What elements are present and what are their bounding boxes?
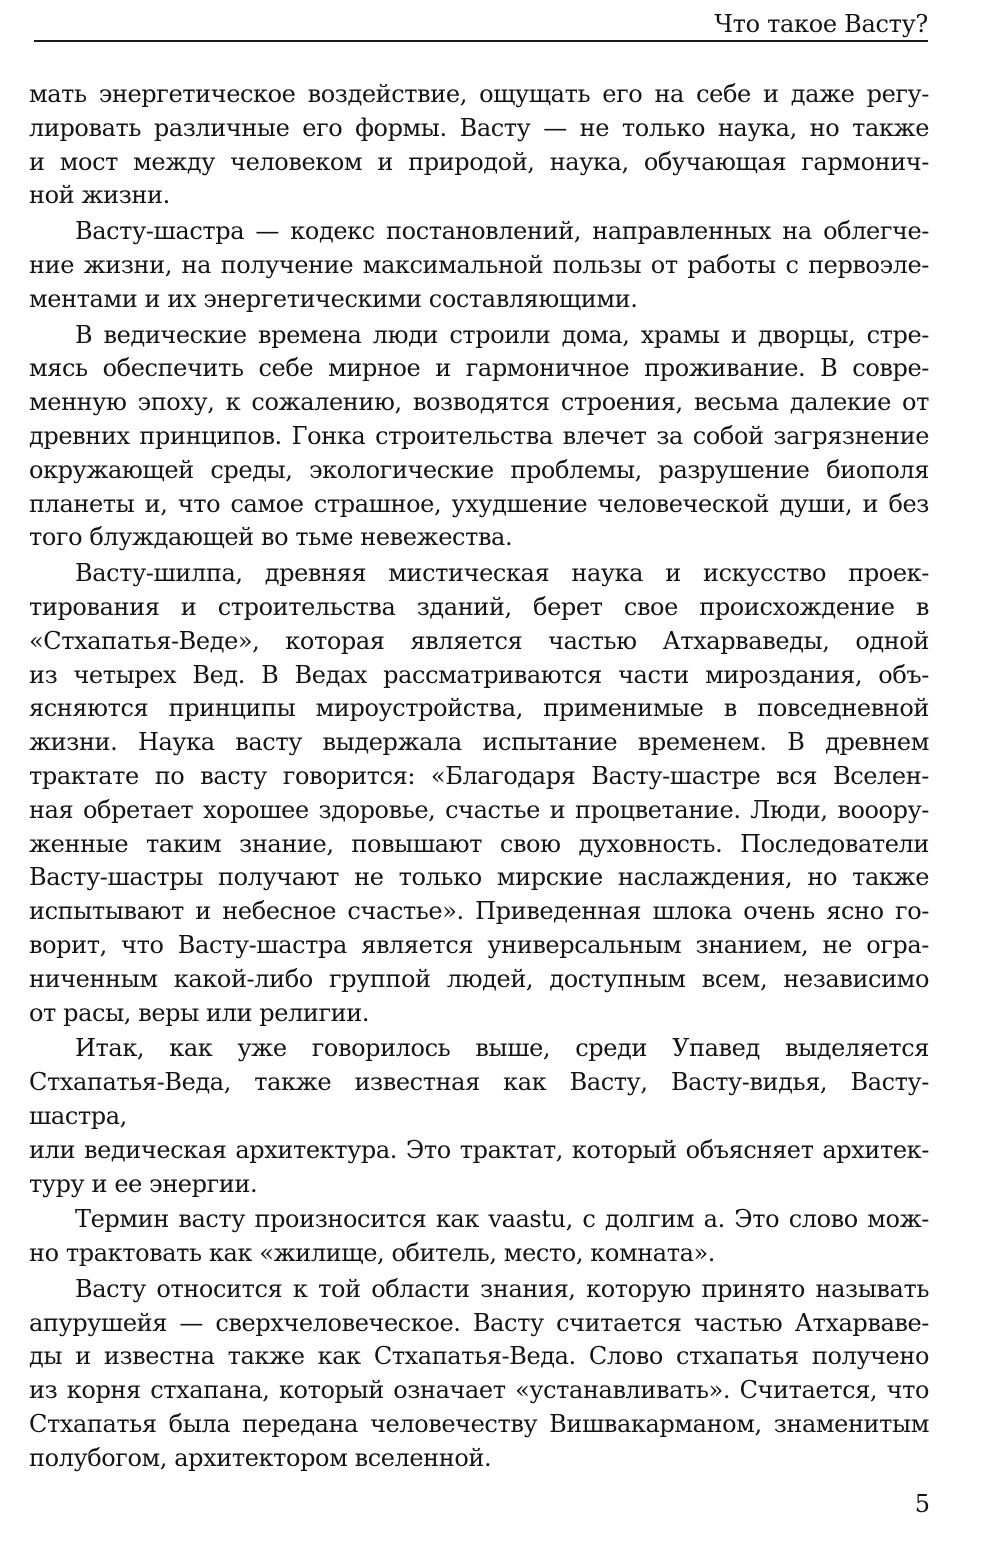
text-line: полубогом, архитектором вселенной. [29, 1443, 492, 1472]
text-line: Васту относится к той области знания, которую принято называть [75, 1274, 929, 1303]
text-line: окружающей среды, экологические проблемы, разрушение биополя [29, 455, 929, 484]
text-line: Стхапатья-Веда, также известная как Васту, Васту-видья, Васту-шастра, [29, 1068, 929, 1130]
text-line: мясь обеспечить себе мирное и гармоничное проживание. В совре- [29, 354, 929, 383]
page-body [29, 78, 929, 1476]
text-line: ды и известна также как Стхапатья-Веда. Слово стхапатья получено [29, 1342, 929, 1371]
text-line: менную эпоху, к сожалению, возводятся строения, весьма далекие от [29, 388, 929, 417]
text-line: от расы, веры или религии. [29, 998, 370, 1027]
running-header [34, 6, 928, 42]
text-line: планеты и, что самое страшное, ухудшение человеческой души, и без [29, 489, 929, 518]
text-line: из корня стхапана, который означает «устанавливать». Считается, что [29, 1376, 929, 1405]
text-line: жизни. Наука васту выдержала испытание временем. В древнем [29, 728, 929, 757]
text-line: Васту-шастра — кодекс постановлений, направленных на облегче- [75, 217, 929, 246]
text-line: но трактовать как «жилище, обитель, место, комната». [29, 1239, 716, 1268]
text-line: трактате по васту говорится: «Благодаря Васту-шастре вся Вселен- [29, 761, 929, 790]
paragraph-2 [29, 215, 929, 316]
paragraph-7 [29, 1273, 929, 1476]
text-line: ная обретает хорошее здоровье, счастье и процветание. Люди, вооору- [29, 795, 929, 824]
text-line: ной жизни. [29, 181, 170, 210]
text-line: Васту-шастры получают не только мирские наслаждения, но также [29, 863, 929, 892]
text-line: «Стхапатья-Веде», которая является частью Атхарваведы, одной [29, 626, 929, 655]
paragraph-5 [29, 1032, 929, 1201]
page-number: 5 [914, 1490, 930, 1518]
text-line: ясняются принципы мироустройства, применимые в повседневной [29, 694, 929, 723]
paragraph-4 [29, 557, 929, 1030]
running-header-title: Что такое Васту? [714, 10, 928, 38]
text-line: того блуждающей во тьме невежества. [29, 523, 513, 552]
text-line: апурушейя — сверхчеловеческое. Васту считается частью Атхарваве- [29, 1308, 929, 1337]
text-line: или ведическая архитектура. Это трактат, который объясняет архитек- [29, 1135, 929, 1164]
text-line: Стхапатья была передана человечеству Вишвакарманом, знаменитым [29, 1410, 929, 1439]
text-line: ментами и их энергетическими составляющими. [29, 284, 638, 313]
text-line: тирования и строительства зданий, берет свое происхождение в [29, 592, 929, 621]
text-line: мать энергетическое воздействие, ощущать его на себе и даже регу- [29, 80, 929, 108]
text-line: и мост между человеком и природой, наука, обучающая гармонич- [29, 147, 929, 176]
text-line: Васту-шилпа, древняя мистическая наука и искусство проек- [75, 559, 929, 588]
paragraph-6 [29, 1203, 929, 1271]
text-line: из четырех Вед. В Ведах рассматриваются части мироздания, объ- [29, 660, 929, 689]
text-line: испытывают и небесное счастье». Приведенная шлока очень ясно го- [29, 897, 929, 926]
text-line: ворит, что Васту-шастра является универсальным знанием, не огра- [29, 930, 929, 959]
text-line: туру и ее энергии. [29, 1169, 258, 1198]
paragraph-1 [29, 78, 929, 213]
paragraph-3 [29, 319, 929, 556]
text-line: лировать различные его формы. Васту — не только наука, но также [29, 113, 929, 142]
text-line: Термин васту произносится как vaastu, с долгим а. Это слово мож- [75, 1205, 929, 1234]
text-line: Итак, как уже говорилось выше, среди Упавед выделяется [75, 1034, 929, 1063]
text-line: ние жизни, на получение максимальной пользы от работы с первоэле- [29, 250, 929, 279]
text-line: древних принципов. Гонка строительства влечет за собой загрязнение [29, 421, 929, 450]
text-line: женные таким знание, повышают свою духовность. Последователи [29, 829, 929, 858]
text-line: В ведические времена люди строили дома, храмы и дворцы, стре- [75, 320, 929, 349]
text-line: ниченным какой-либо группой людей, доступным всем, независимо [29, 964, 929, 993]
